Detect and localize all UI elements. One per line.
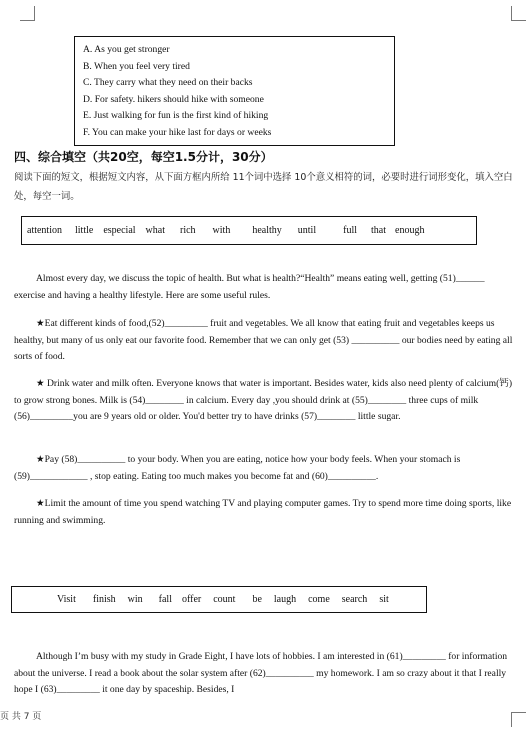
passage-1-paragraph-3 xyxy=(14,376,516,426)
word-bank-word: full xyxy=(343,225,357,236)
option-d: D. For safety. hikers should hike with someone xyxy=(83,93,264,105)
paragraph-text: ★Pay (58)__________ to your body. When you are eating, notice how your body feels. When your stomach is (59)____________ , stop eating. Eating too much makes you become fat and (60)__________. xyxy=(14,454,461,482)
word-bank-word: rich xyxy=(180,225,196,236)
paragraph-text: ★ Drink water and milk often. Everyone knows that water is important. Besides water, kids also need plenty of calcium(钙) to grow strong bones. Milk is (54)________ in calcium. Every day ,you should drink at (55)________ three cups of milk (56)_________you are 9 years old or older. You'd better try to have drinks (57)________ little sugar. xyxy=(14,378,513,422)
paragraph-text: Although I’m busy with my study in Grade Eight, I have lots of hobbies. I am interested in (61)_________ for information about the universe. I read a book about the solar system after (62)__________ my homework. I am so crazy about it that I really hope I (63)_________ it one day by spaceship. Besides, I xyxy=(14,651,508,695)
word-bank-word: laugh xyxy=(273,594,297,605)
passage-1-paragraph-4 xyxy=(14,452,516,485)
crop-mark-top-right xyxy=(511,6,526,21)
paragraph-text: ★Eat different kinds of food,(52)_________ fruit and vegetables. We all know that eating fruit and vegetables keeps us healthy, but many of us only eat our favorite food. Remember that we can only get (53) __________ our bodies need by eating all sorts of food. xyxy=(14,318,513,362)
paragraph-text: ★Limit the amount of time you spend watching TV and playing computer games. Try to spend more time doing sports, like running and swimming. xyxy=(14,498,512,526)
passage-1-paragraph-1 xyxy=(14,271,516,304)
section-title: 四、综合填空（共20空，每空1.5分计，30分） xyxy=(14,150,273,164)
section-instructions: 阅读下面的短文，根据短文内容，从下面方框内所给 11个词中选择 10个意义相符的词，必要时进行词形变化，填入空白处，每空一词。 xyxy=(14,172,513,202)
word-bank-word: enough xyxy=(395,225,425,236)
option-f: F. You can make your hike last for days or weeks xyxy=(83,126,272,138)
word-bank-word: healthy xyxy=(252,225,282,236)
passage-1-paragraph-5 xyxy=(14,496,516,529)
word-bank-word: little xyxy=(75,225,94,236)
word-bank-word: offer xyxy=(181,594,202,605)
option-e: E. Just walking for fun is the first kind of hiking xyxy=(83,110,269,122)
crop-mark-top-left xyxy=(20,6,35,21)
word-bank-word: especial xyxy=(103,225,136,236)
word-bank-word: what xyxy=(145,225,165,236)
word-bank-1 xyxy=(21,216,477,245)
word-bank-word: attention xyxy=(27,225,62,236)
word-bank-word: Visit xyxy=(57,594,76,605)
option-a: A. As you get stronger xyxy=(83,44,170,55)
passage-1-paragraph-2 xyxy=(14,316,516,366)
word-bank-word: with xyxy=(212,225,231,236)
word-bank-word: be xyxy=(252,594,262,605)
word-bank-word: sit xyxy=(379,594,389,605)
passage-2-paragraph-1 xyxy=(14,649,516,699)
word-bank-word: until xyxy=(297,225,317,236)
word-bank-word: count xyxy=(213,594,236,605)
option-b: B. When you feel very tired xyxy=(83,60,190,72)
word-bank-2 xyxy=(11,586,427,613)
page-footer: 页 共 7 页 xyxy=(0,712,42,722)
option-c: C. They carry what they need on their backs xyxy=(83,77,253,89)
word-bank-word: finish xyxy=(92,594,116,605)
crop-mark-bottom-right xyxy=(511,712,526,727)
paragraph-text: Almost every day, we discuss the topic of health. But what is health?“Health” means eating well, getting (51)______ exercise and having a healthy lifestyle. Here are some useful rules. xyxy=(14,273,485,301)
word-bank-word: fall xyxy=(158,594,172,605)
word-bank-word: search xyxy=(341,594,368,605)
word-bank-word: come xyxy=(308,594,330,605)
word-bank-word: that xyxy=(371,225,386,236)
word-bank-word: win xyxy=(127,594,143,605)
options-box xyxy=(74,36,395,146)
